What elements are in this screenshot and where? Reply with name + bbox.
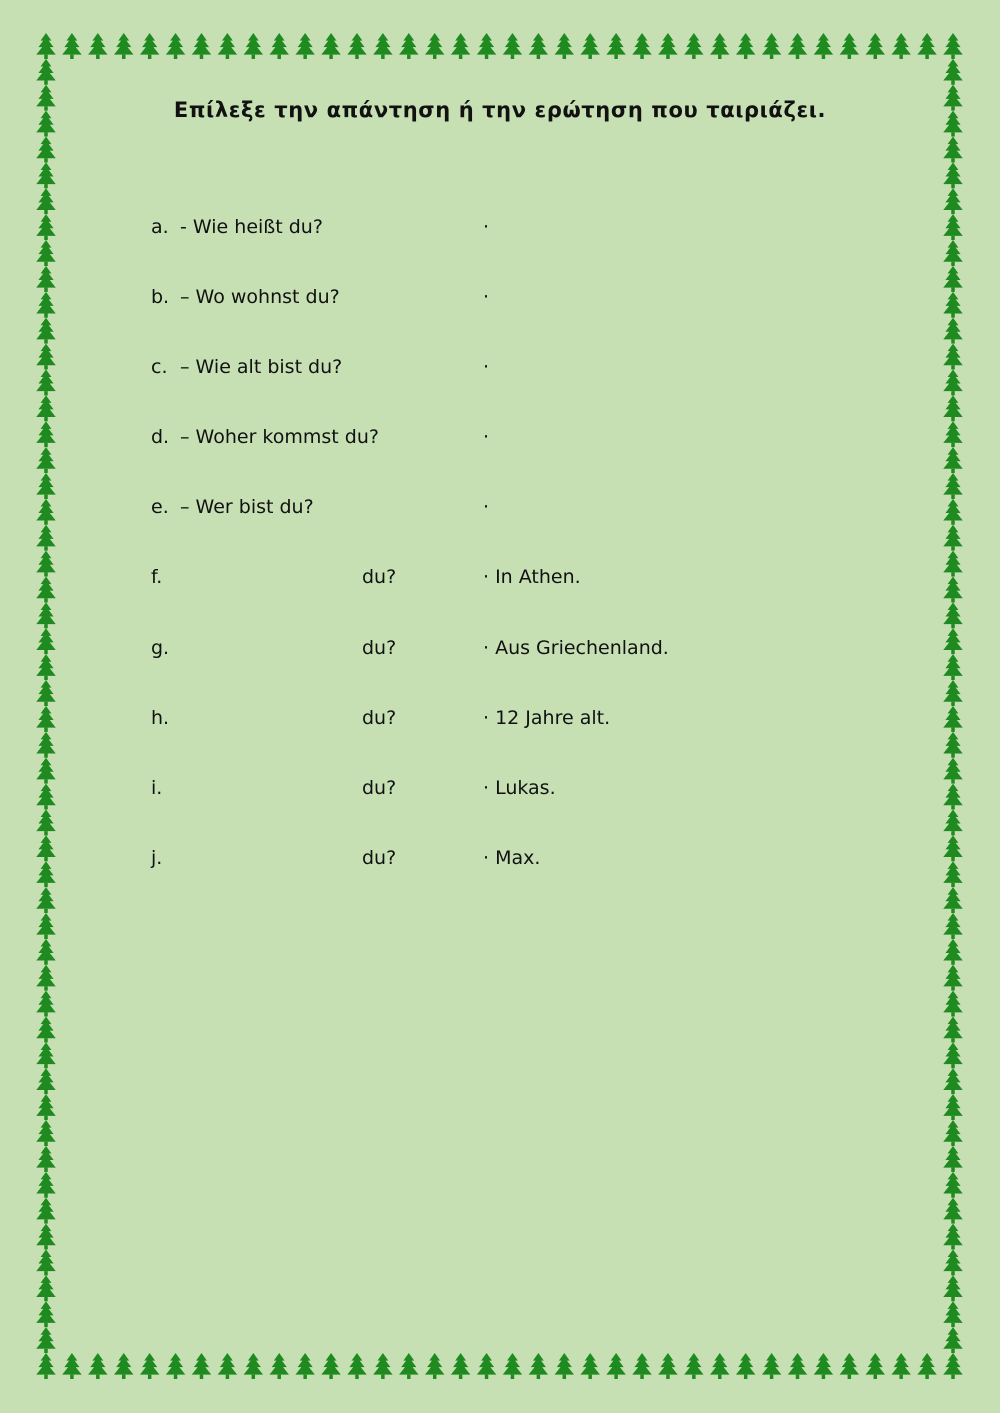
item-answer: · <box>483 216 490 238</box>
page-title: Επίλεξε την απάντηση ή την ερώτηση που ταιριάζει. <box>173 98 827 122</box>
tree-icon <box>36 59 56 85</box>
item-letter: h. <box>151 707 170 729</box>
tree-icon <box>917 1353 937 1379</box>
tree-icon <box>658 33 678 59</box>
tree-icon <box>762 1353 782 1379</box>
item-answer: · Aus Griechenland. <box>483 637 669 659</box>
tree-icon <box>36 1042 56 1068</box>
tree-icon <box>943 602 963 628</box>
tree-icon <box>891 33 911 59</box>
tree-icon <box>88 33 108 59</box>
tree-icon <box>529 33 549 59</box>
item-letter: g. <box>151 637 170 659</box>
tree-icon <box>943 1224 963 1250</box>
tree-icon <box>917 33 937 59</box>
exercise-item-a <box>0 212 1000 242</box>
tree-icon <box>943 1353 963 1379</box>
tree-icon <box>36 1327 56 1353</box>
tree-icon <box>477 33 497 59</box>
tree-icon <box>943 809 963 835</box>
tree-icon <box>36 318 56 344</box>
tree-icon <box>36 137 56 163</box>
tree-icon <box>943 1327 963 1353</box>
tree-icon <box>814 1353 834 1379</box>
tree-icon <box>943 1249 963 1275</box>
tree-icon <box>555 33 575 59</box>
tree-icon <box>321 1353 341 1379</box>
item-answer: · <box>483 426 490 448</box>
tree-icon <box>658 1353 678 1379</box>
tree-icon <box>36 1198 56 1224</box>
tree-icon <box>36 1275 56 1301</box>
tree-icon <box>529 1353 549 1379</box>
tree-icon <box>36 991 56 1017</box>
item-du: du? <box>362 707 397 729</box>
tree-icon <box>943 1198 963 1224</box>
tree-icon <box>36 1068 56 1094</box>
tree-icon <box>36 395 56 421</box>
tree-icon <box>606 1353 626 1379</box>
tree-icon <box>36 525 56 551</box>
tree-icon <box>503 1353 523 1379</box>
tree-icon <box>477 1353 497 1379</box>
tree-icon <box>399 1353 419 1379</box>
exercise-item-j <box>0 843 1000 873</box>
tree-icon <box>218 1353 238 1379</box>
tree-icon <box>36 1017 56 1043</box>
item-du: du? <box>362 847 397 869</box>
tree-icon <box>36 188 56 214</box>
tree-icon <box>451 33 471 59</box>
tree-icon <box>114 33 134 59</box>
exercise-item-b <box>0 282 1000 312</box>
tree-icon <box>295 1353 315 1379</box>
tree-icon <box>943 1017 963 1043</box>
tree-icon <box>36 1120 56 1146</box>
tree-icon <box>943 965 963 991</box>
item-question: - Wie heißt du? <box>180 216 323 238</box>
tree-icon <box>943 1120 963 1146</box>
item-answer: · Lukas. <box>483 777 556 799</box>
tree-icon <box>36 1224 56 1250</box>
tree-icon <box>62 33 82 59</box>
tree-icon <box>788 1353 808 1379</box>
tree-icon <box>295 33 315 59</box>
tree-icon <box>943 1301 963 1327</box>
tree-icon <box>192 1353 212 1379</box>
tree-icon <box>425 1353 445 1379</box>
exercise-item-c <box>0 352 1000 382</box>
tree-icon <box>244 33 263 59</box>
item-du: du? <box>362 637 397 659</box>
item-letter: j. <box>151 847 163 869</box>
tree-icon <box>36 809 56 835</box>
tree-icon <box>244 1353 263 1379</box>
tree-icon <box>943 1068 963 1094</box>
tree-icon <box>943 525 963 551</box>
tree-icon <box>166 1353 186 1379</box>
item-letter: i. <box>151 777 163 799</box>
tree-icon <box>36 939 56 965</box>
tree-icon <box>140 1353 160 1379</box>
tree-icon <box>36 240 56 266</box>
tree-icon <box>943 162 963 188</box>
item-question: – Woher kommst du? <box>180 426 379 448</box>
tree-icon <box>347 1353 367 1379</box>
tree-icon <box>891 1353 911 1379</box>
tree-icon <box>36 732 56 758</box>
tree-icon <box>580 33 600 59</box>
item-du: du? <box>362 566 397 588</box>
tree-icon <box>36 1094 56 1120</box>
tree-icon <box>736 33 756 59</box>
tree-icon <box>36 1172 56 1198</box>
tree-icon <box>632 33 652 59</box>
exercise-item-i <box>0 773 1000 803</box>
tree-icon <box>218 33 238 59</box>
tree-icon <box>503 33 523 59</box>
tree-icon <box>62 1353 82 1379</box>
item-letter: a. <box>151 216 169 238</box>
tree-icon <box>943 318 963 344</box>
tree-icon <box>943 240 963 266</box>
tree-icon <box>166 33 186 59</box>
tree-icon <box>943 1042 963 1068</box>
item-letter: d. <box>151 426 170 448</box>
tree-icon <box>943 1094 963 1120</box>
tree-icon <box>943 991 963 1017</box>
item-answer: · 12 Jahre alt. <box>483 707 611 729</box>
tree-icon <box>36 33 56 59</box>
tree-icon <box>269 33 289 59</box>
tree-icon <box>814 33 834 59</box>
tree-icon <box>36 602 56 628</box>
tree-icon <box>762 33 782 59</box>
tree-icon <box>943 1275 963 1301</box>
tree-icon <box>943 1172 963 1198</box>
tree-icon <box>943 913 963 939</box>
tree-icon <box>555 1353 575 1379</box>
tree-icon <box>373 33 393 59</box>
exercise-item-e <box>0 492 1000 522</box>
tree-icon <box>840 1353 860 1379</box>
tree-icon <box>347 33 367 59</box>
tree-icon <box>943 59 963 85</box>
item-answer: · <box>483 496 490 518</box>
tree-icon <box>943 188 963 214</box>
item-du: du? <box>362 777 397 799</box>
tree-icon <box>943 887 963 913</box>
item-letter: b. <box>151 286 170 308</box>
tree-icon <box>943 732 963 758</box>
tree-icon <box>36 965 56 991</box>
tree-icon <box>606 33 626 59</box>
tree-icon <box>451 1353 471 1379</box>
tree-icon <box>710 1353 730 1379</box>
tree-icon <box>88 1353 108 1379</box>
tree-icon <box>36 1249 56 1275</box>
tree-icon <box>943 33 963 59</box>
tree-icon <box>114 1353 134 1379</box>
item-answer: · Max. <box>483 847 541 869</box>
item-question: – Wo wohnst du? <box>180 286 340 308</box>
item-letter: f. <box>151 566 163 588</box>
tree-icon <box>399 33 419 59</box>
tree-icon <box>140 33 160 59</box>
tree-icon <box>36 1146 56 1172</box>
tree-icon <box>373 1353 393 1379</box>
tree-icon <box>684 1353 704 1379</box>
tree-icon <box>943 395 963 421</box>
exercise-item-g <box>0 633 1000 663</box>
tree-icon <box>943 137 963 163</box>
tree-icon <box>943 1146 963 1172</box>
tree-icon <box>192 33 212 59</box>
tree-icon <box>36 887 56 913</box>
tree-icon <box>788 33 808 59</box>
tree-icon <box>943 939 963 965</box>
tree-icon <box>710 33 730 59</box>
item-letter: c. <box>151 356 168 378</box>
tree-icon <box>580 1353 600 1379</box>
tree-icon <box>36 1353 56 1379</box>
exercise-item-d <box>0 422 1000 452</box>
tree-icon <box>684 33 704 59</box>
exercise-item-f <box>0 562 1000 592</box>
tree-icon <box>36 1301 56 1327</box>
item-answer: · <box>483 356 490 378</box>
tree-icon <box>632 1353 652 1379</box>
exercise-item-h <box>0 703 1000 733</box>
item-answer: · <box>483 286 490 308</box>
tree-icon <box>36 913 56 939</box>
tree-icon <box>866 33 886 59</box>
item-letter: e. <box>151 496 169 518</box>
item-question: – Wie alt bist du? <box>180 356 343 378</box>
item-question: – Wer bist du? <box>180 496 314 518</box>
tree-icon <box>736 1353 756 1379</box>
tree-icon <box>866 1353 886 1379</box>
tree-icon <box>269 1353 289 1379</box>
tree-icon <box>425 33 445 59</box>
tree-icon <box>36 162 56 188</box>
item-answer: · In Athen. <box>483 566 581 588</box>
tree-icon <box>321 33 341 59</box>
tree-icon <box>840 33 860 59</box>
